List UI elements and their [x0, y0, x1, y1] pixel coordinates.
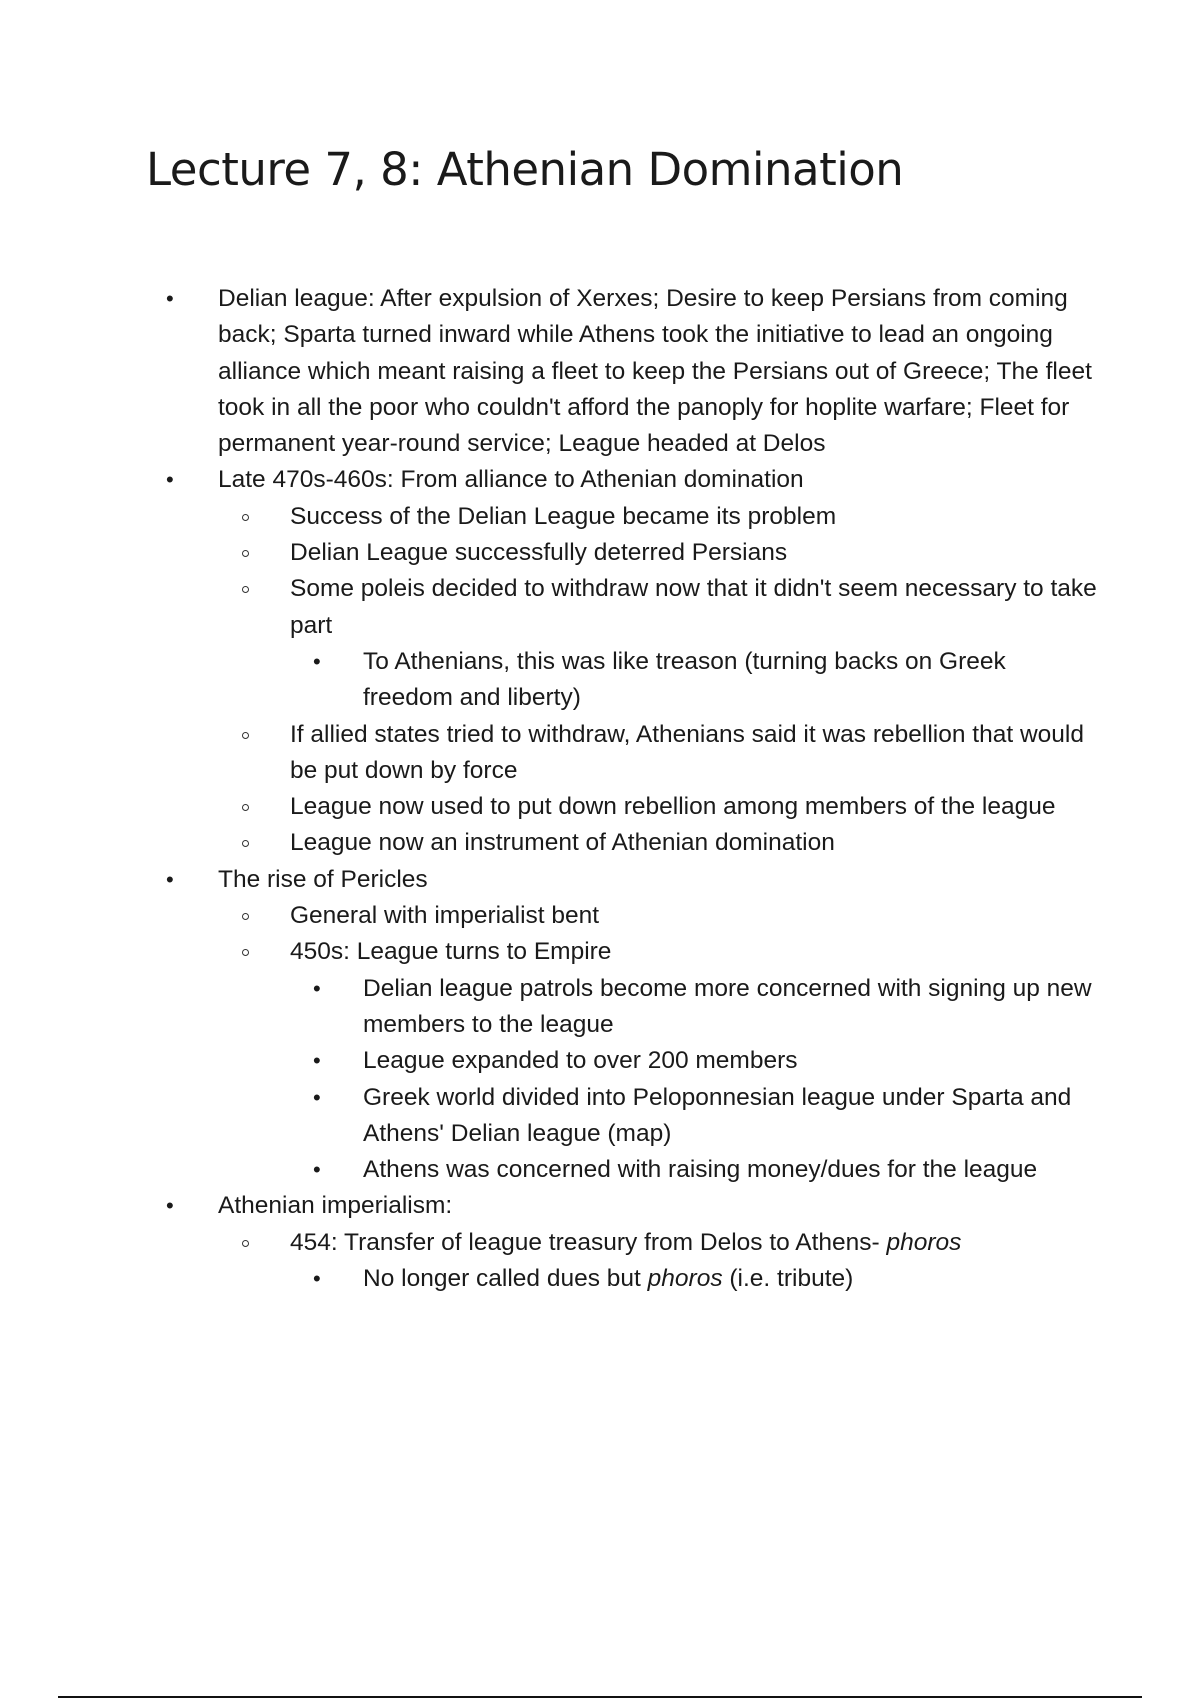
bullet-icon: • [313, 975, 321, 1001]
list-item-text [290, 934, 1098, 970]
list-item-level-3 [0, 971, 1098, 1044]
hollow-bullet-icon [242, 840, 249, 847]
text-segment: League now an instrument of Athenian domination [290, 829, 835, 857]
text-segment: Success of the Delian League became its problem [290, 502, 837, 530]
text-segment: To Athenians, this was like treason (turning backs on Greek freedom and liberty) [363, 647, 1006, 712]
list-item-level-3 [0, 644, 1098, 717]
list-item-level-3 [0, 1152, 1098, 1188]
list-item-level-2 [0, 789, 1098, 825]
list-item-level-1 [0, 1188, 1098, 1224]
list-item-level-2 [0, 499, 1098, 535]
list-item-text [290, 571, 1098, 644]
hollow-bullet-icon [242, 913, 249, 920]
hollow-bullet-icon [242, 514, 249, 521]
bullet-icon: • [166, 1193, 174, 1219]
list-item-text [363, 971, 1098, 1044]
text-segment: Delian League successfully deterred Persians [290, 539, 788, 567]
list-item-level-1 [0, 281, 1098, 462]
text-segment: The rise of Pericles [218, 865, 428, 893]
list-item-text [218, 462, 1098, 498]
text-segment: Athenian imperialism: [218, 1192, 453, 1220]
italic-term: phoros [647, 1265, 723, 1293]
list-item-text [218, 281, 1098, 462]
list-item-text [363, 1152, 1098, 1188]
list-item-level-2 [0, 571, 1098, 644]
list-item-text [290, 1225, 1098, 1261]
list-item-level-2 [0, 825, 1098, 861]
hollow-bullet-icon [242, 804, 249, 811]
list-item-level-2 [0, 898, 1098, 934]
list-item-level-1 [0, 862, 1098, 898]
text-segment: Athens was concerned with raising money/dues for the league [363, 1156, 1038, 1184]
bullet-icon: • [166, 467, 174, 493]
list-item-text [290, 825, 1098, 861]
bullet-icon: • [313, 1266, 321, 1292]
bullet-icon: • [166, 286, 174, 311]
text-segment: Some poleis decided to withdraw now that it didn't seem necessary to take part [290, 575, 1097, 639]
text-segment: League now used to put down rebellion among members of the league [290, 793, 1056, 821]
list-item-text [363, 1261, 1098, 1297]
list-item-level-1 [0, 462, 1098, 498]
text-segment: If allied states tried to withdraw, Athenians said it was rebellion that would be put down by force [290, 720, 1084, 784]
list-item-text [290, 898, 1098, 934]
bullet-icon: • [313, 1157, 321, 1183]
bullet-icon: • [166, 866, 174, 892]
text-segment: 450s: League turns to Empire [290, 938, 612, 966]
list-item-text [290, 499, 1098, 535]
text-segment: 454: Transfer of league treasury from Delos to Athens- [290, 1228, 887, 1256]
list-item-level-2 [0, 934, 1098, 970]
bullet-icon: • [313, 1084, 321, 1110]
list-item-text [218, 1188, 1098, 1224]
notes-list [0, 281, 1200, 1297]
hollow-bullet-icon [242, 586, 249, 593]
text-segment: Delian league patrols become more concerned with signing up new members to the league [363, 974, 1092, 1038]
list-item-level-2 [0, 535, 1098, 571]
list-item-text [218, 862, 1098, 898]
list-item-level-3 [0, 1261, 1098, 1297]
text-segment: (i.e. tribute) [722, 1265, 854, 1293]
list-item-text [363, 1080, 1098, 1153]
page-title: Lecture 7, 8: Athenian Domination [146, 143, 904, 196]
italic-term: phoros [886, 1228, 962, 1256]
list-item-text [290, 789, 1098, 825]
list-item-text [363, 644, 1098, 717]
text-segment: Late 470s-460s: From alliance to Athenian domination [218, 466, 804, 494]
text-segment: League expanded to over 200 members [363, 1047, 798, 1075]
bullet-icon: • [313, 1048, 321, 1074]
list-item-level-3 [0, 1043, 1098, 1079]
bullet-icon: • [313, 648, 321, 674]
text-segment: Greek world divided into Peloponnesian league under Sparta and Athens' Delian league (map) [363, 1083, 1072, 1147]
text-segment: General with imperialist bent [290, 902, 600, 930]
text-segment: Delian league: After expulsion of Xerxes; Desire to keep Persians from coming back; Sparta turned inward while Athens took the initiative to lead an ongoing alliance which meant raising a fleet to keep the Persians out of Greece; The fleet took in all the poor who couldn't afford the panoply for hoplite warfare; Fleet for permanent year-round service; League headed at Delos [218, 285, 1092, 458]
list-item-text [363, 1043, 1098, 1079]
hollow-bullet-icon [242, 732, 249, 739]
hollow-bullet-icon [242, 949, 249, 956]
hollow-bullet-icon [242, 1240, 249, 1247]
hollow-bullet-icon [242, 550, 249, 557]
list-item-level-2 [0, 1225, 1098, 1261]
list-item-level-3 [0, 1080, 1098, 1153]
footer-rule [58, 1696, 1142, 1698]
list-item-level-2 [0, 717, 1098, 790]
list-item-text [290, 717, 1098, 790]
list-item-text [290, 535, 1098, 571]
text-segment: No longer called dues but [363, 1265, 648, 1293]
